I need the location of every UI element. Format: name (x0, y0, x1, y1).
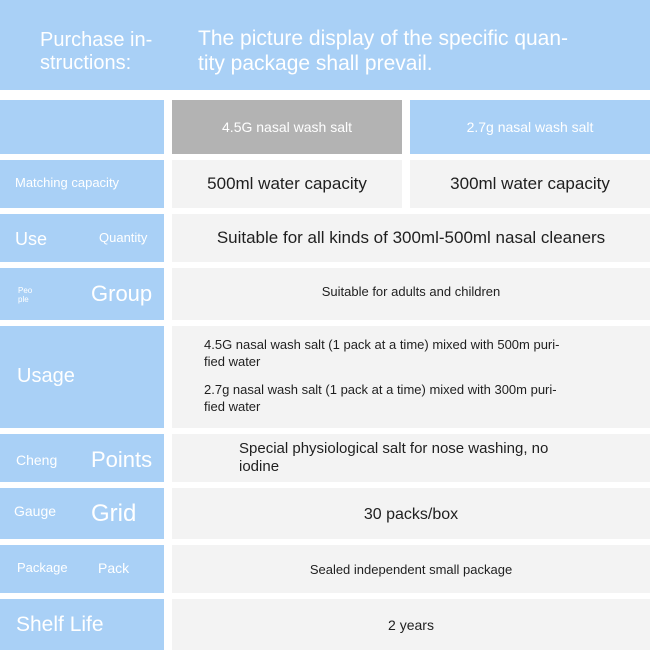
row-label-matching-capacity (0, 160, 164, 208)
group-label: Group (91, 281, 153, 306)
row-label-gauge-grid (0, 488, 164, 539)
people-group-value: Suitable for adults and children (321, 283, 501, 299)
people-label: Peo ple (18, 286, 33, 304)
corner-cell (0, 100, 164, 154)
column-header-2-7g-label: 2.7g nasal wash salt (466, 119, 594, 135)
usage-line-4-5g: 4.5G nasal wash salt (1 pack at a time) mixed with 500m puri- fied water (204, 337, 560, 369)
cheng-label: Cheng (16, 452, 58, 468)
gauge-grid-value-cell (172, 488, 650, 539)
matching-capacity-4-5g-value: 500ml water capacity (207, 174, 367, 193)
row-label-package (0, 545, 164, 593)
instructions-banner (0, 0, 650, 90)
shelf-life-value-cell (172, 599, 650, 650)
use-quantity-value-cell (172, 214, 650, 262)
use-label: Use (15, 229, 48, 249)
row-label-use-quantity (0, 214, 164, 262)
row-label-usage (0, 326, 164, 428)
matching-capacity-label: Matching capacity (15, 175, 120, 190)
pack-label: Pack (98, 560, 130, 576)
row-label-people-group (0, 268, 164, 320)
instructions-label: Purchase in- structions: (40, 29, 153, 74)
package-value-cell (172, 545, 650, 593)
cheng-points-value-cell (172, 434, 650, 482)
package-label: Package (17, 560, 68, 575)
shelf-life-value: 2 years (388, 616, 434, 633)
points-label: Points (91, 447, 153, 472)
matching-capacity-4-5g (172, 160, 402, 208)
package-value: Sealed independent small package (309, 561, 513, 577)
shelf-life-label: Shelf Life (16, 613, 104, 636)
column-header-4-5g (172, 100, 402, 154)
people-group-value-cell (172, 268, 650, 320)
column-header-2-7g (410, 100, 650, 154)
quantity-label: Quantity (99, 230, 148, 245)
gauge-grid-value: 30 packs/box (363, 505, 459, 523)
usage-value-cell (172, 326, 650, 428)
cheng-points-value: Special physiological salt for nose washing, no iodine (239, 440, 549, 475)
row-label-cheng-points (0, 434, 164, 482)
grid-label: Grid (91, 500, 137, 527)
use-quantity-value: Suitable for all kinds of 300ml-500ml nasal cleaners (216, 228, 606, 247)
matching-capacity-2-7g-value: 300ml water capacity (450, 174, 610, 193)
instructions-note: The picture display of the specific quan- tity package shall prevail. (198, 27, 569, 75)
gauge-label: Gauge (14, 503, 57, 519)
matching-capacity-2-7g (410, 160, 650, 208)
row-label-shelf-life (0, 599, 164, 650)
usage-line-2-7g: 2.7g nasal wash salt (1 pack at a time) mixed with 300m puri- fied water (204, 382, 557, 414)
usage-label: Usage (17, 365, 75, 387)
column-header-4-5g-label: 4.5G nasal wash salt (222, 119, 352, 135)
